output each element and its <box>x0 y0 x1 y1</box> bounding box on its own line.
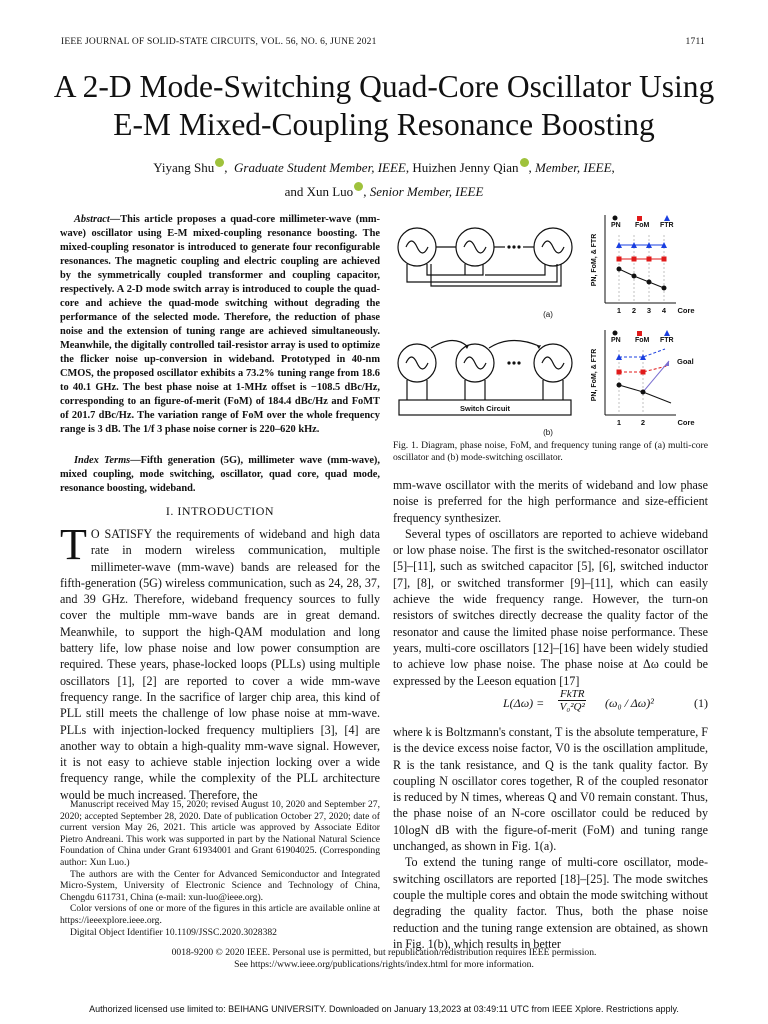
page-number: 1711 <box>685 37 705 47</box>
dots <box>507 245 520 248</box>
author-2: Huizhen Jenny Qian <box>412 160 519 175</box>
index-terms-text: Fifth generation (5G), millimeter wave (mm-wave), mixed coupling, mode switching, oscillator, quad core, quad mode, resonance boosting, wideband. <box>60 455 380 494</box>
footnote-manuscript: Manuscript received May 15, 2020; revised August 10, 2020 and September 27, 2020; accepted September 28, 2020. Date of publication October 27, 2020; date of current version May 26, 2021. This article was approved by Associate Editor Pietro Andreani. This work was supported in part by the National Natural Science Foundation of China under Grant 61934001 and Grant 61904025. (Corresponding author: Xun Luo.) <box>60 799 380 868</box>
legend-fom: FoM <box>635 222 650 229</box>
tick-b-2: 2 <box>640 418 646 427</box>
ylabel-a: PN, FoM, & FTR <box>591 233 598 287</box>
section-heading: I. INTRODUCTION <box>165 504 275 518</box>
author-block: Yiyang Shu , Graduate Student Member, IEEE, Huizhen Jenny Qian , Member, IEEE, and Xun Luo , Senior Member, IEEE <box>40 156 728 204</box>
ylabel-b: PN, FoM, & FTR <box>591 348 598 402</box>
copyright <box>60 947 708 971</box>
legend-markers <box>613 215 671 221</box>
chart-b <box>591 330 695 427</box>
equation-numerator: FkTR <box>560 688 585 700</box>
legend-ftr-b: FTR <box>660 337 674 344</box>
right-column-text-2 <box>393 724 708 952</box>
right-column-text <box>393 477 708 689</box>
index-terms-label: Index Terms <box>74 455 131 466</box>
legend-pn-b: PN <box>611 337 621 344</box>
footnote-doi: Digital Object Identifier 10.1109/JSSC.2020.3028382 <box>70 926 277 938</box>
label-a: (a) <box>543 310 553 319</box>
license-notice: Authorized licensed use limited to: BEIHANG UNIVERSITY. Downloaded on January 13,2023 at 03:49:11 UTC from IEEE Xplore. Restrictions apply. <box>89 1004 679 1014</box>
footnote-affiliation: The authors are with the Center for Advanced Semiconductor and Integrated Micro-System, University of Electronic Science and Technology of China, Chengdu 611731, China (e-mail: xun-luo@ieee.org). <box>60 868 380 903</box>
author-3-role: Senior Member, IEEE <box>369 184 484 199</box>
equation-denominator: V₀²Q² <box>559 701 585 713</box>
tick-a-1: 1 <box>616 306 622 315</box>
chart-a <box>591 215 695 315</box>
tick-a-4: 4 <box>661 306 667 315</box>
orcid-icon[interactable] <box>215 158 224 167</box>
tick-a-3: 3 <box>646 306 652 315</box>
paper-title <box>20 68 748 144</box>
equation-ratio: (ω₀ / Δω)² <box>605 696 654 710</box>
orcid-icon[interactable] <box>520 158 529 167</box>
paragraph-mode-switching: To extend the tuning range of multi-core oscillator, mode-switching oscillators are reported [18]–[25]. The mode switches couple the multiple cores and obtain the mode switching without degrading the quality factor. Thus, both the phase noise reduction and the tuning range extension are obtained, as shown in Fig. 1(b), which results in better <box>393 855 708 951</box>
title-line-2: E-M Mixed-Coupling Resonance Boosting <box>113 107 655 142</box>
goal-label: Goal <box>677 357 694 366</box>
legend-pn: PN <box>611 222 621 229</box>
title-line-1: A 2-D Mode-Switching Quad-Core Oscillator Using <box>53 69 715 104</box>
figure-caption: Fig. 1. Diagram, phase noise, FoM, and frequency tuning range of (a) multi-core oscillator and (b) mode-switching oscillator. <box>393 440 708 463</box>
abstract-label: Abstract <box>74 214 110 225</box>
legend-b <box>611 337 674 344</box>
intro-text: O SATISFY the requirements of wideband and high data rate in modern wireless communication, multiple millimeter-wave (mm-wave) bands are released for the fifth-generation (5G) wireless communication, such as 24, 28, 37, and 39 GHz. Therefore, wideband frequency sources to fully cover the multiple mm-wave bands are in great demand. Meanwhile, to support the high-QAM modulation and long battery life, low phase noise and low power consumption are required. These years, phase-locked loops (PLLs) using multiple oscillators [1], [2] are reported to cover a wide mm-wave frequency range. In the sacrifice of larger chip area, this kind of PLL still meets the challenge of low phase noise at mm-wave. PLLs with injection-locked frequency multipliers [3], [4] are another way to obtain a high-quality mm-wave signal. However, it is not easy to achieve stable injection locking over a wide frequency range, while the complexity of the PLL architecture would be much increased. Therefore, the <box>60 527 380 802</box>
label-b: (b) <box>543 428 553 437</box>
switch-circuit-label: Switch Circuit <box>459 404 511 413</box>
author-1-role: Graduate Student Member, IEEE <box>234 160 406 175</box>
author-1: Yiyang Shu <box>153 160 215 175</box>
orcid-icon[interactable] <box>354 182 363 191</box>
legend-fom-b: FoM <box>635 337 650 344</box>
multi-core-diagram <box>398 228 572 286</box>
equation-number: (1) <box>694 696 708 710</box>
footnote-color: Color versions of one or more of the figures in this article are available online at https://ieeexplore.ieee.org. <box>60 903 380 926</box>
author-2-role: Member, IEEE <box>535 160 612 175</box>
paragraph-oscillators: Several types of oscillators are reported to achieve wideband or low phase noise. The first is the switched-resonator oscillator [5]–[11], such as switched capacitor [5], [6], switched inductor [7], [8], or switched transformer [9]–[11], which can easily achieve the wide frequency range. However, the turn-on resistors of switches directly decrease the quality factor of the resonator and cause the limited phase noise performance. These years, multi-core oscillators [12]–[16] have been widely studied to achieve low phase noise. The phase noise at Δω could be expressed by the Leeson equation [17] <box>393 526 708 688</box>
author-3: and Xun Luo <box>284 184 354 199</box>
xlabel-b: Core <box>677 418 695 427</box>
intro-paragraph <box>60 520 380 803</box>
equation-lhs: L(Δω) = <box>503 696 545 710</box>
equation-1 <box>393 688 708 720</box>
legend-a <box>611 222 674 229</box>
abstract: Abstract—This article proposes a quad-core millimeter-wave (mm-wave) oscillator using E-M mixed-coupling resonance boosting. The mixed-coupling resonator is introduced to generate four reconfigurable resonances. The magnetic coupling and electric coupling are achieved by the symmetrically coupled transformer and coupling capacitor, respectively. A 2-D mode switch array is introduced to couple the quad-core and achieve the quad-mode switching without degrading the performance of the selected mode. Therefore, the reduction of phase noise and the extension of tuning range are achieved simultaneously. Meanwhile, the digitally controlled tail-resistor array is used to optimize the flicker noise up-conversion in wideband. Prototyped in 40-nm CMOS, the proposed oscillator exhibits a 73.2% tuning range from 18.6 to 40.1 GHz. The best phase noise at 1-MHz offset is −108.5 dBc/Hz, corresponding to an figure-of-merit (FoM) of 184.4 dBc/Hz and FoMT of 201.7 dBc/Hz. The variation range of FoM over the whole frequency range is 3 dB. The 1/f 3 phase noise corner is 220–620 kHz. <box>60 214 380 435</box>
copyright-line-2[interactable]: See https://www.ieee.org/publications/rights/index.html for more information. <box>234 959 534 970</box>
tick-a-2: 2 <box>631 306 637 315</box>
tick-b-1: 1 <box>616 418 622 427</box>
drop-cap: T <box>60 520 87 569</box>
index-terms: Index Terms—Fifth generation (5G), millimeter wave (mm-wave), mixed coupling, mode switching, oscillator, quad core, quad mode, resonance boosting, wideband. <box>60 455 380 494</box>
abstract-text: This article proposes a quad-core millimeter-wave (mm-wave) oscillator using E-M mixed-coupling resonance boosting. The mixed-coupling resonator is introduced to generate four reconfigurable resonances. The magnetic coupling and electric coupling are achieved by the symmetrically coupled transformer and coupling capacitor, respectively. A 2-D mode switch array is introduced to couple the quad-core and achieve the quad-mode switching without degrading the performance of the selected mode. Therefore, the reduction of phase noise and the extension of tuning range are achieved simultaneously. Meanwhile, the digitally controlled tail-resistor array is used to optimize the flicker noise up-conversion in wideband. Prototyped in 40-nm CMOS, the proposed oscillator exhibits a 73.2% tuning range from 18.6 to 40.1 GHz. The best phase noise at 1-MHz offset is −108.5 dBc/Hz, corresponding to an figure-of-merit (FoM) of 184.4 dBc/Hz and FoMT of 201.7 dBc/Hz. The variation range of FoM over the whole frequency range is 3 dB. The 1/f 3 phase noise corner is 220–620 kHz. <box>60 214 380 435</box>
paragraph-leeson: where k is Boltzmann's constant, T is the absolute temperature, F is the device excess noise factor, V0 is the oscillation amplitude, R is the tank resistance, and Q is the tank quality factor. By coupling N oscillator cores together, R of the coupled resonator is reduced by N times, whereas Q and V0 remain constant. Thus, the phase noise of an N-core oscillator could be reduced by 10logN dB with the figure-of-merit (FoM) and tuning range unchanged, as shown in Fig. 1(a). <box>393 725 708 854</box>
legend-ftr: FTR <box>660 222 674 229</box>
journal-header: IEEE JOURNAL OF SOLID-STATE CIRCUITS, VOL. 56, NO. 6, JUNE 2021 <box>61 37 377 47</box>
footnote <box>60 799 380 938</box>
copyright-line-1: 0018-9200 © 2020 IEEE. Personal use is permitted, but republication/redistribution requires IEEE permission. <box>171 947 597 958</box>
xlabel-a: Core <box>677 306 695 315</box>
running-header <box>61 37 705 47</box>
equation-fraction <box>558 688 586 713</box>
paragraph-cont: mm-wave oscillator with the merits of wideband and low phase noise is preferred for the high performance and size-efficient frequency synthesizer. <box>393 478 708 525</box>
figure-1 <box>393 215 708 445</box>
